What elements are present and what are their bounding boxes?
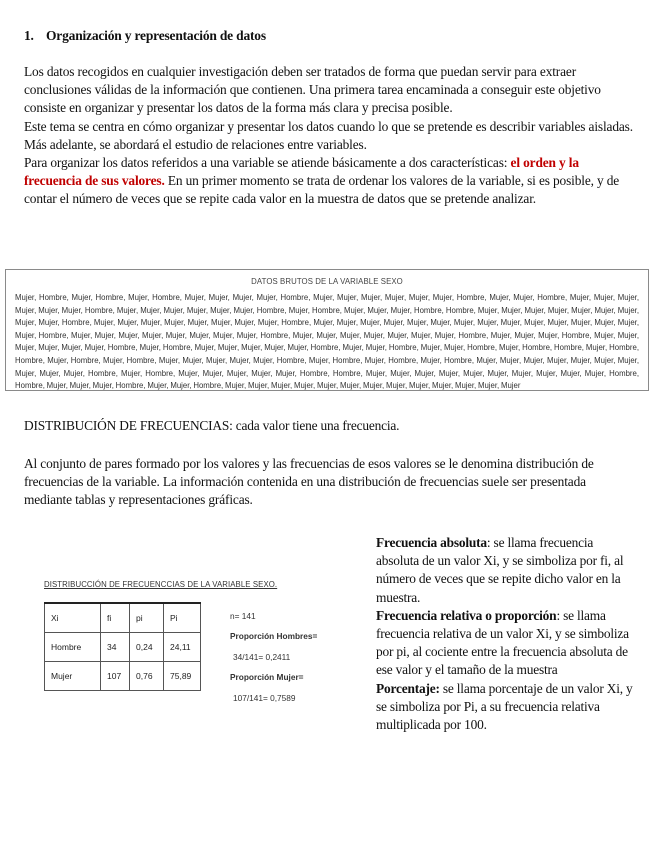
intro-p3-start: Para organizar los datos referidos a una variable se atiende básicamente a dos características: [24, 155, 511, 171]
def-frecuencia-relativa: : se llama frecuencia relativa de un valor Xi, y se simboliza por pi, al cociente entre la frecuencia absoluta de ese valor y el tamaño de la muestra [376, 607, 629, 678]
cell-value: Mujer [45, 662, 101, 691]
cell-pi-percent: 75,89 [164, 662, 201, 691]
prop-hombres-value: 34/141= 0,2411 [233, 651, 291, 662]
cell-fi: 34 [101, 633, 130, 662]
intro-p3-end: En un primer momento se trata de ordenar los valores de la variable, si es posible, y de contar el número de veces que se repite cada valor en la muestra de datos que se pretende analizar. [24, 173, 620, 207]
header-pi-percent: Pi [164, 603, 201, 633]
cell-fi: 107 [101, 662, 130, 691]
intro-paragraph-3 [24, 154, 634, 209]
header-xi: Xi [45, 603, 101, 633]
def-frecuencia-absoluta: : se llama frecuencia absoluta de un valor Xi, y se simboliza por fi, al número de veces que se repite dicho valor en la muestra. [376, 535, 624, 605]
raw-data-values: Mujer, Hombre, Mujer, Hombre, Mujer, Hombre, Mujer, Mujer, Mujer, Mujer, Hombre, Mujer, Mujer, Mujer, Mujer, Mujer, Mujer, Hombre, Mujer, Mujer, Hombre, Mujer, Mujer, Mujer, Mujer, Mujer, Mujer, Hombre, Mujer, Mujer, Mujer, Mujer, Mujer, Mujer, Hombre, Mujer, Hombre, Mujer, Mujer, Mujer, Hombre, Hombre, Mujer, Mujer, Mujer, Mujer, Mujer, Mujer, Mujer, Mujer, Mujer, Hombre, Mujer, Mujer, Mujer, Mujer, Mujer, Mujer, Mujer, Mujer, Hombre, Mujer, Mujer, Mujer, Mujer, Mujer, Mujer, Mujer, Mujer, Mujer, Mujer, Mujer, Mujer, Mujer, Mujer, Mujer, Hombre, Mujer, Mujer, Mujer, Mujer, Mujer, Mujer, Mujer, Mujer, Hombre, Mujer, Mujer, Mujer, Mujer, Mujer, Mujer, Mujer, Hombre, Mujer, Mujer, Mujer, Hombre, Mujer, Mujer, Mujer, Mujer, Mujer, Mujer, Hombre, Mujer, Hombre, Mujer, Mujer, Mujer, Mujer, Mujer, Hombre, Mujer, Mujer, Hombre, Mujer, Mujer, Hombre, Mujer, Hombre, Hombre, Mujer, Hombre, Hombre, Mujer, Hombre, Mujer, Hombre, Mujer, Mujer, Mujer, Mujer, Mujer, Hombre, Mujer, Hombre, Mujer, Hombre, Mujer, Hombre, Mujer, Mujer, Mujer, Mujer, Mujer, Mujer, Mujer, Mujer, Mujer, Mujer, Hombre, Mujer, Hombre, Mujer, Mujer, Mujer, Mujer, Mujer, Hombre, Hombre, Mujer, Mujer, Mujer, Mujer, Mujer, Mujer, Mujer, Mujer, Mujer, Mujer, Hombre, Hombre, Mujer, Mujer, Mujer, Hombre, Mujer, Mujer, Hombre, Mujer, Mujer, Mujer, Mujer, Mujer, Mujer, Mujer, Mujer, Mujer, Mujer, Mujer, Mujer, Mujer [15, 293, 639, 391]
prop-mujer-value: 107/141= 0,7589 [233, 692, 296, 703]
cell-pi: 0,24 [130, 633, 164, 662]
prop-hombres-label: Proporción Hombres= [230, 631, 318, 642]
intro-paragraph-1: Los datos recogidos en cualquier investigación deben ser tratados de forma que puedan servir para extraer conclusiones válidas de la información que contienen. Una primera tarea encaminada a conseguir este objetivo consiste en organizar y presentar los datos de la forma más clara y precisa posible. [24, 64, 601, 116]
header-pi: pi [130, 603, 164, 633]
highlight-orden-frecuencia: el orden y la frecuencia de sus valores. [24, 155, 579, 189]
table-row [45, 633, 201, 662]
intro-paragraph-2: Este tema se centra en cómo organizar y presentar los datos cuando lo que se pretende es describir variables aisladas. Más adelante, se abordará el estudio de relaciones entre variables. [24, 118, 633, 152]
distribution-title: DISTRIBUCIÓN DE FRECUENCIAS: cada valor tiene una frecuencia. [24, 418, 400, 433]
section-heading [24, 28, 266, 44]
section-number: 1. [24, 28, 34, 43]
term-frecuencia-relativa: Frecuencia relativa o proporción [376, 607, 557, 623]
sample-size: n= 141 [230, 611, 256, 621]
cell-pi-percent: 24,11 [164, 633, 201, 662]
term-porcentaje: Porcentaje: [376, 680, 440, 696]
frequency-table [44, 602, 201, 691]
cell-pi: 0,76 [130, 662, 164, 691]
term-frecuencia-absoluta: Frecuencia absoluta [376, 535, 487, 550]
def-porcentaje: se llama porcentaje de un valor Xi, y se simboliza por Pi, a su frecuencia relativa multiplicada por 100. [376, 680, 633, 733]
section-title: Organización y representación de datos [46, 28, 266, 43]
table-header-row [45, 603, 201, 633]
definitions [376, 534, 638, 734]
table-row [45, 662, 201, 691]
cell-value: Hombre [45, 633, 101, 662]
header-fi: fi [101, 603, 130, 633]
raw-data-title: DATOS BRUTOS DE LA VARIABLE SEXO [251, 277, 403, 286]
raw-data-box [5, 269, 649, 391]
sample-notes [230, 611, 317, 713]
prop-mujer-label: Proporción Mujer= [230, 672, 304, 683]
intro-text [24, 63, 634, 209]
distribution-paragraph: Al conjunto de pares formado por los valores y las frecuencias de esos valores se le denomina distribución de frecuencias de la variable. La información contenida en una distribución de frecuencias suele ser presentada mediante tablas y representaciones gráficas. [24, 456, 594, 508]
table-caption: DISTRIBUCCIÓN DE FRECUENCCIAS DE LA VARIABLE SEXO. [44, 580, 278, 589]
